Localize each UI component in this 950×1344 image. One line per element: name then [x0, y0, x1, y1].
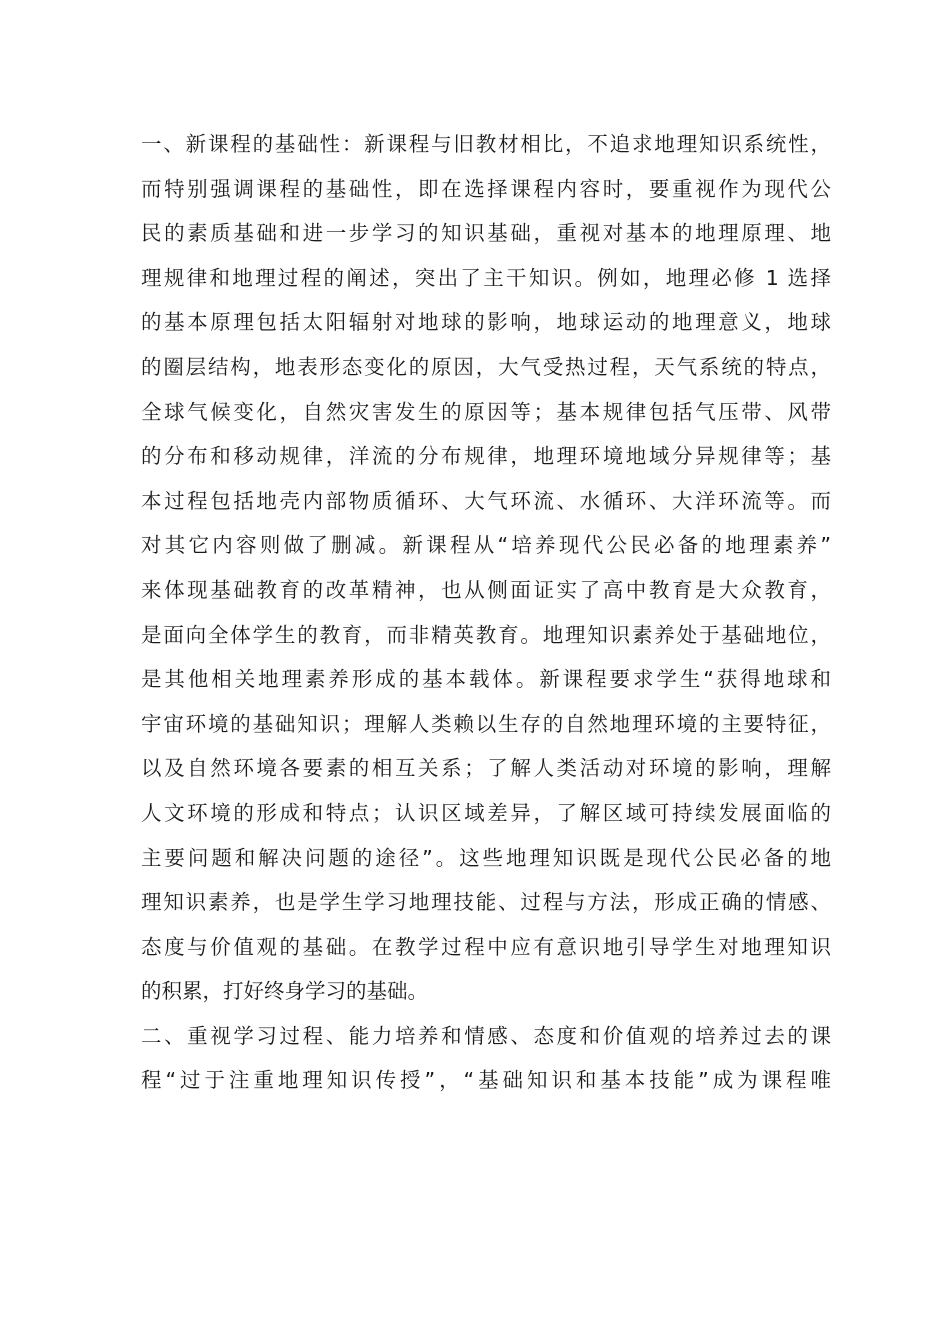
text-line: 以及自然环境各要素的相互关系；了解人类活动对环境的影响，理解 [141, 756, 831, 781]
text-line: 而特别强调课程的基础性，即在选择课程内容时，要重视作为现代公 [141, 176, 831, 201]
text-line: 全球气候变化，自然灾害发生的原因等；基本规律包括气压带、风带 [141, 399, 831, 424]
text-line: 是面向全体学生的教育，而非精英教育。地理知识素养处于基础地位， [141, 622, 831, 647]
text-line: 人文环境的形成和特点；认识区域差异，了解区域可持续发展面临的 [141, 800, 831, 825]
text-line: 的圈层结构，地表形态变化的原因，大气受热过程，天气系统的特点， [141, 354, 831, 379]
text-line: 是其他相关地理素养形成的基本载体。新课程要求学生“获得地球和 [141, 667, 831, 692]
text-line: 程“过于注重地理知识传授”，“基础知识和基本技能”成为课程唯 [141, 1068, 831, 1093]
text-line: 的分布和移动规律，洋流的分布规律，地理环境地域分异规律等；基 [141, 444, 831, 469]
text-line: 本过程包括地壳内部物质循环、大气环流、水循环、大洋环流等。而 [141, 488, 831, 513]
paragraph-2 [141, 1014, 831, 1103]
text-line: 二、重视学习过程、能力培养和情感、态度和价值观的培养过去的课 [141, 1023, 831, 1048]
text-line: 一、新课程的基础性：新课程与旧教材相比，不追求地理知识系统性， [141, 132, 831, 156]
text-line: 民的素质基础和进一步学习的知识基础，重视对基本的地理原理、地 [141, 221, 831, 246]
text-line: 主要问题和解决问题的途径”。这些地理知识既是现代公民必备的地 [141, 845, 831, 870]
document-body [141, 122, 831, 1103]
text-line: 宇宙环境的基础知识；理解人类赖以生存的自然地理环境的主要特征， [141, 711, 831, 736]
paragraph-1 [141, 122, 831, 1014]
text-line: 理规律和地理过程的阐述，突出了主干知识。例如，地理必修 1 选择 [141, 265, 831, 290]
text-line: 理知识素养，也是学生学习地理技能、过程与方法，形成正确的情感、 [141, 890, 831, 915]
text-line: 的基本原理包括太阳辐射对地球的影响，地球运动的地理意义，地球 [141, 310, 831, 335]
text-line: 的积累，打好终身学习的基础。 [141, 979, 428, 1004]
text-line: 态度与价值观的基础。在教学过程中应有意识地引导学生对地理知识 [141, 934, 831, 959]
text-line: 来体现基础教育的改革精神，也从侧面证实了高中教育是大众教育， [141, 577, 831, 602]
text-line: 对其它内容则做了删减。新课程从“培养现代公民必备的地理素养” [141, 533, 831, 558]
